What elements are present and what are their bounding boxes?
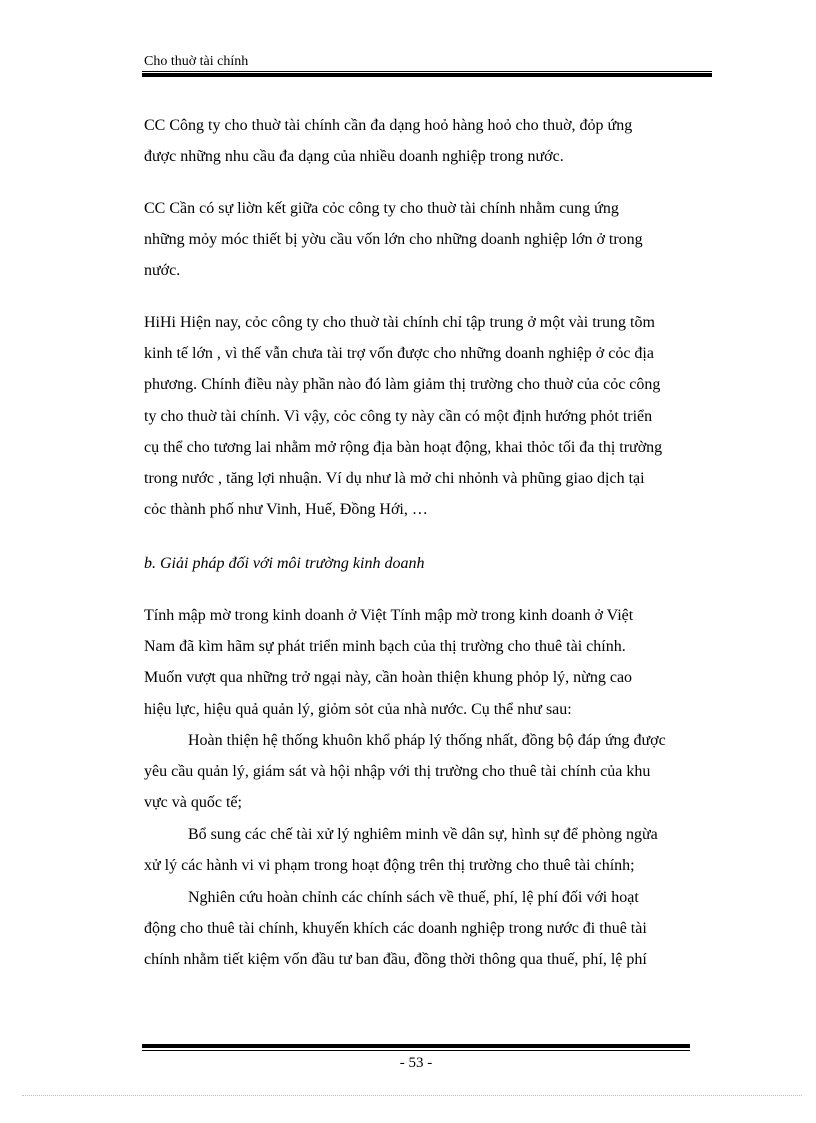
- paragraph-expansion: [144, 307, 714, 525]
- section-heading: [144, 548, 714, 579]
- paragraph-diversify: [144, 110, 714, 172]
- text-line: CC Công ty cho thuờ tài chính cần đa dạng hoỏ hàng hoỏ cho thuờ, đỏp ứng: [144, 117, 633, 134]
- text-line: Tính mập mờ trong kinh doanh ở Việt Tính mập mờ trong kinh doanh ở Việt: [144, 607, 634, 624]
- page-header-title: Cho thuờ tài chính: [144, 54, 249, 69]
- text-line: chính nhằm tiết kiệm vốn đầu tư ban đầu, đồng thời thông qua thuế, phí, lệ phí: [144, 951, 647, 969]
- text-line: Hoàn thiện hệ thống khuôn khổ pháp lý thống nhất, đồng bộ đáp ứng được: [188, 732, 666, 749]
- text-line: kinh tế lớn , vì thế vẫn chưa tài trợ vốn được cho những doanh nghiệp ở cỏc địa: [144, 345, 654, 363]
- text-line: Nam đã kìm hãm sự phát triển minh bạch của thị trường cho thuê tài chính.: [144, 638, 626, 656]
- text-line: cỏc thành phố như Vinh, Huế, Đồng Hới, …: [144, 501, 428, 519]
- text-line: trong nước , tăng lợi nhuận. Ví dụ như là mở chi nhỏnh và phũng giao dịch tại: [144, 469, 645, 487]
- text-line: động cho thuê tài chính, khuyến khích các doanh nghiệp trong nước đi thuê tài: [144, 920, 647, 938]
- text-line: cụ thể cho tương lai nhằm mở rộng địa bàn hoạt động, khai thỏc tối đa thị trường: [144, 438, 663, 456]
- text-line: Bổ sung các chế tài xử lý nghiêm minh về dân sự, hình sự để phòng ngừa: [188, 826, 658, 843]
- header-rule-thick: [142, 73, 712, 77]
- text-line: ty cho thuờ tài chính. Vì vậy, cỏc công ty này cần có một định hướng phỏt triển: [144, 407, 653, 425]
- header-rule-thin: [142, 71, 712, 72]
- section-heading-text: b. Giải pháp đối với môi trường kinh doanh: [144, 555, 425, 572]
- text-line: phương. Chính điều này phần nào đó làm giảm thị trường cho thuờ của cỏc công: [144, 376, 661, 394]
- text-line: CC Cần có sự liờn kết giữa cỏc công ty cho thuờ tài chính nhằm cung ứng: [144, 200, 619, 217]
- text-line: yêu cầu quản lý, giám sát và hội nhập với thị trường cho thuê tài chính của khu: [144, 763, 651, 781]
- paragraph-cooperation: [144, 193, 714, 287]
- text-line: HiHi Hiện nay, cỏc công ty cho thuờ tài chính chỉ tập trung ở một vài trung tõm: [144, 314, 655, 331]
- sub-paragraph-sanctions: [144, 819, 714, 881]
- text-line: Nghiên cứu hoàn chỉnh các chính sách về thuế, phí, lệ phí đối với hoạt: [188, 889, 639, 906]
- text-line: những mỏy móc thiết bị yờu cầu vốn lớn cho những doanh nghiệp lớn ở trong: [144, 231, 643, 249]
- paragraph-transparency: [144, 600, 714, 725]
- text-line: Muốn vượt qua những trở ngại này, cần hoàn thiện khung phỏp lý, nừng cao: [144, 669, 633, 687]
- page-bottom-dotted-border: [22, 1095, 802, 1096]
- text-line: hiệu lực, hiệu quả quản lý, giỏm sỏt của nhà nước. Cụ thể như sau:: [144, 700, 572, 718]
- page-number: - 53 -: [399, 1055, 433, 1071]
- text-line: được những nhu cầu đa dạng của nhiều doanh nghiệp trong nước.: [144, 148, 564, 166]
- sub-paragraph-legal-framework: [144, 725, 714, 819]
- text-line: vực và quốc tế;: [144, 794, 242, 812]
- sub-paragraph-tax-policy: [144, 882, 714, 976]
- text-line: nước.: [144, 262, 181, 280]
- footer-rule-thick: [142, 1044, 690, 1048]
- text-line: xử lý các hành vi vi phạm trong hoạt động trên thị trường cho thuê tài chính;: [144, 857, 635, 875]
- footer-rule-thin: [142, 1050, 690, 1051]
